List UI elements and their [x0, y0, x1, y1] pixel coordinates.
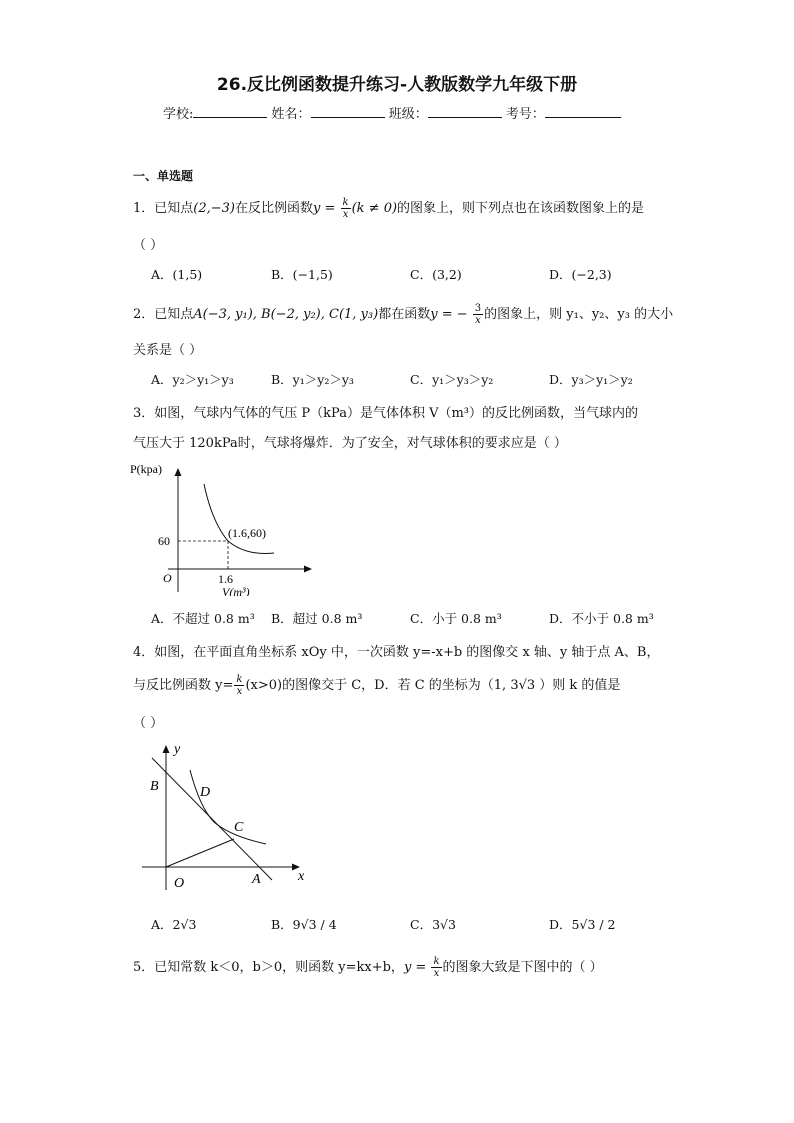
q4-figure: [138, 738, 318, 898]
q1-option-b[interactable]: B．(−1,5): [271, 267, 333, 282]
q4-segment-oc: [166, 839, 234, 867]
q3-option-d[interactable]: D．不小于 0.8 m³: [549, 611, 654, 626]
q5-func: y =: [403, 960, 427, 975]
q4-line2: [133, 674, 620, 697]
q4-line2-suffix: (x>0)的图像交于 C，D．若 C 的坐标为（1, 3√3 ）则 k 的值是: [245, 678, 621, 693]
q4-graph: [138, 738, 318, 894]
q3-x-arrow-icon: [304, 566, 312, 573]
q4-origin-label: O: [174, 876, 185, 891]
q4-hyperbola-curve: [190, 770, 266, 844]
q3-option-b[interactable]: B．超过 0.8 m³: [271, 611, 363, 626]
q3-x-axis-label: V(m³): [222, 585, 250, 596]
q4-point-c-label: C: [234, 820, 244, 835]
q5-suffix: 的图象大致是下图中的（ ）: [442, 960, 603, 975]
q1-option-c[interactable]: C．(3,2): [410, 267, 462, 282]
section-title: 一、单选题: [133, 169, 194, 183]
q4-line1: 4．如图，在平面直角坐标系 xOy 中，一次函数 y=-x+b 的图像交 x 轴、y 轴于点 A、B，: [133, 645, 660, 660]
q1-frac-num: k: [342, 197, 349, 208]
question-2-stem: [133, 303, 673, 326]
q2-line2: 关系是（ ）: [133, 343, 203, 358]
q4-fraction: [234, 674, 244, 697]
q3-figure: [128, 456, 318, 600]
q3-option-a[interactable]: A．不超过 0.8 m³: [151, 611, 255, 626]
q3-option-c[interactable]: C．小于 0.8 m³: [410, 611, 502, 626]
q1-option-d[interactable]: D．(−2,3): [549, 267, 612, 282]
q2-option-c[interactable]: C．y₁＞y₃＞y₂: [410, 372, 494, 387]
q4-option-d[interactable]: D．5√3 / 2: [549, 917, 616, 932]
q4-option-c[interactable]: C．3√3: [410, 917, 456, 932]
q3-hyperbola-curve: [204, 484, 274, 554]
q1-suffix: 的图象上，则下列点也在该函数图象上的是: [397, 201, 645, 216]
q4-answer-paren: （ ）: [133, 716, 164, 731]
q4-y-label: y: [174, 742, 181, 757]
q4-point-a-label: A: [252, 872, 261, 887]
q2-frac-den: x: [475, 315, 481, 326]
q3-origin-label: O: [163, 571, 172, 585]
q3-x-tick: 1.6: [218, 572, 233, 586]
q2-func: y = −: [430, 307, 468, 322]
q2-points: A(−3, y₁), B(−2, y₂), C(1, y₃): [193, 307, 379, 322]
school-blank[interactable]: [193, 103, 267, 118]
q4-x-label: x: [298, 869, 305, 884]
q2-suffix: 的图象上，则 y₁、y₂、y₃ 的大小: [484, 307, 674, 322]
q3-y-axis-label: P(kpa): [130, 462, 162, 476]
q1-answer-paren: （ ）: [133, 238, 164, 253]
q1-mid: 在反比例函数: [235, 201, 314, 216]
q1-func: y =: [313, 201, 336, 216]
q1-condition: (k ≠ 0): [351, 201, 398, 216]
q4-frac-num: k: [236, 674, 243, 685]
q5-prefix: 5．已知常数 k＜0，b＞0，则函数 y=kx+b，: [133, 960, 404, 975]
q4-option-a[interactable]: A．2√3: [151, 917, 197, 932]
q1-fraction: [341, 197, 351, 220]
q4-y-arrow-icon: [163, 745, 170, 753]
q2-frac-num: 3: [474, 303, 482, 314]
q2-option-a[interactable]: A．y₂＞y₁＞y₃: [151, 372, 234, 387]
q1-prefix: 1．已知点: [133, 201, 194, 216]
q4-frac-den: x: [236, 686, 243, 697]
page-title: 26.反比例函数提升练习-人教版数学九年级下册: [216, 75, 578, 95]
q2-fraction: [473, 303, 483, 326]
name-label: 姓名：: [271, 107, 311, 122]
q1-point: (2,−3): [193, 201, 235, 216]
student-info-line: [163, 103, 621, 122]
q4-option-b[interactable]: B．9√3 / 4: [271, 917, 337, 932]
class-blank[interactable]: [428, 103, 502, 118]
question-1-stem: [133, 197, 644, 220]
q3-y-arrow-icon: [175, 468, 182, 476]
q3-y-tick: 60: [158, 534, 170, 548]
q2-option-d[interactable]: D．y₃＞y₁＞y₂: [549, 372, 633, 387]
question-5-stem: [133, 956, 603, 979]
q5-frac-den: x: [433, 968, 440, 979]
exam-no-blank[interactable]: [545, 103, 621, 118]
q2-mid: 都在函数: [378, 307, 431, 322]
name-blank[interactable]: [311, 103, 385, 118]
exam-no-label: 考号：: [505, 107, 545, 122]
q5-fraction: [431, 956, 441, 979]
q2-option-b[interactable]: B．y₁＞y₂＞y₃: [271, 372, 354, 387]
school-label: 学校:: [163, 107, 194, 122]
q3-graph: [128, 456, 318, 596]
q5-frac-num: k: [433, 956, 440, 967]
q1-frac-den: x: [342, 209, 349, 220]
q3-line1: 3．如图，气球内气体的气压 P（kPa）是气体体积 V（m³）的反比例函数，当气球内的: [133, 406, 639, 421]
q4-point-d-label: D: [200, 785, 211, 800]
q3-point-label: (1.6,60): [228, 526, 266, 540]
q3-line2: 气压大于 120kPa时，气球将爆炸．为了安全，对气球体积的要求应是（ ）: [133, 436, 567, 451]
q4-point-b-label: B: [150, 779, 159, 794]
q4-line2-prefix: 与反比例函数 y=: [133, 678, 234, 693]
q2-prefix: 2．已知点: [133, 307, 194, 322]
q1-option-a[interactable]: A．(1,5): [151, 267, 203, 282]
q4-linear-function-line: [152, 758, 272, 880]
class-label: 班级：: [388, 107, 428, 122]
